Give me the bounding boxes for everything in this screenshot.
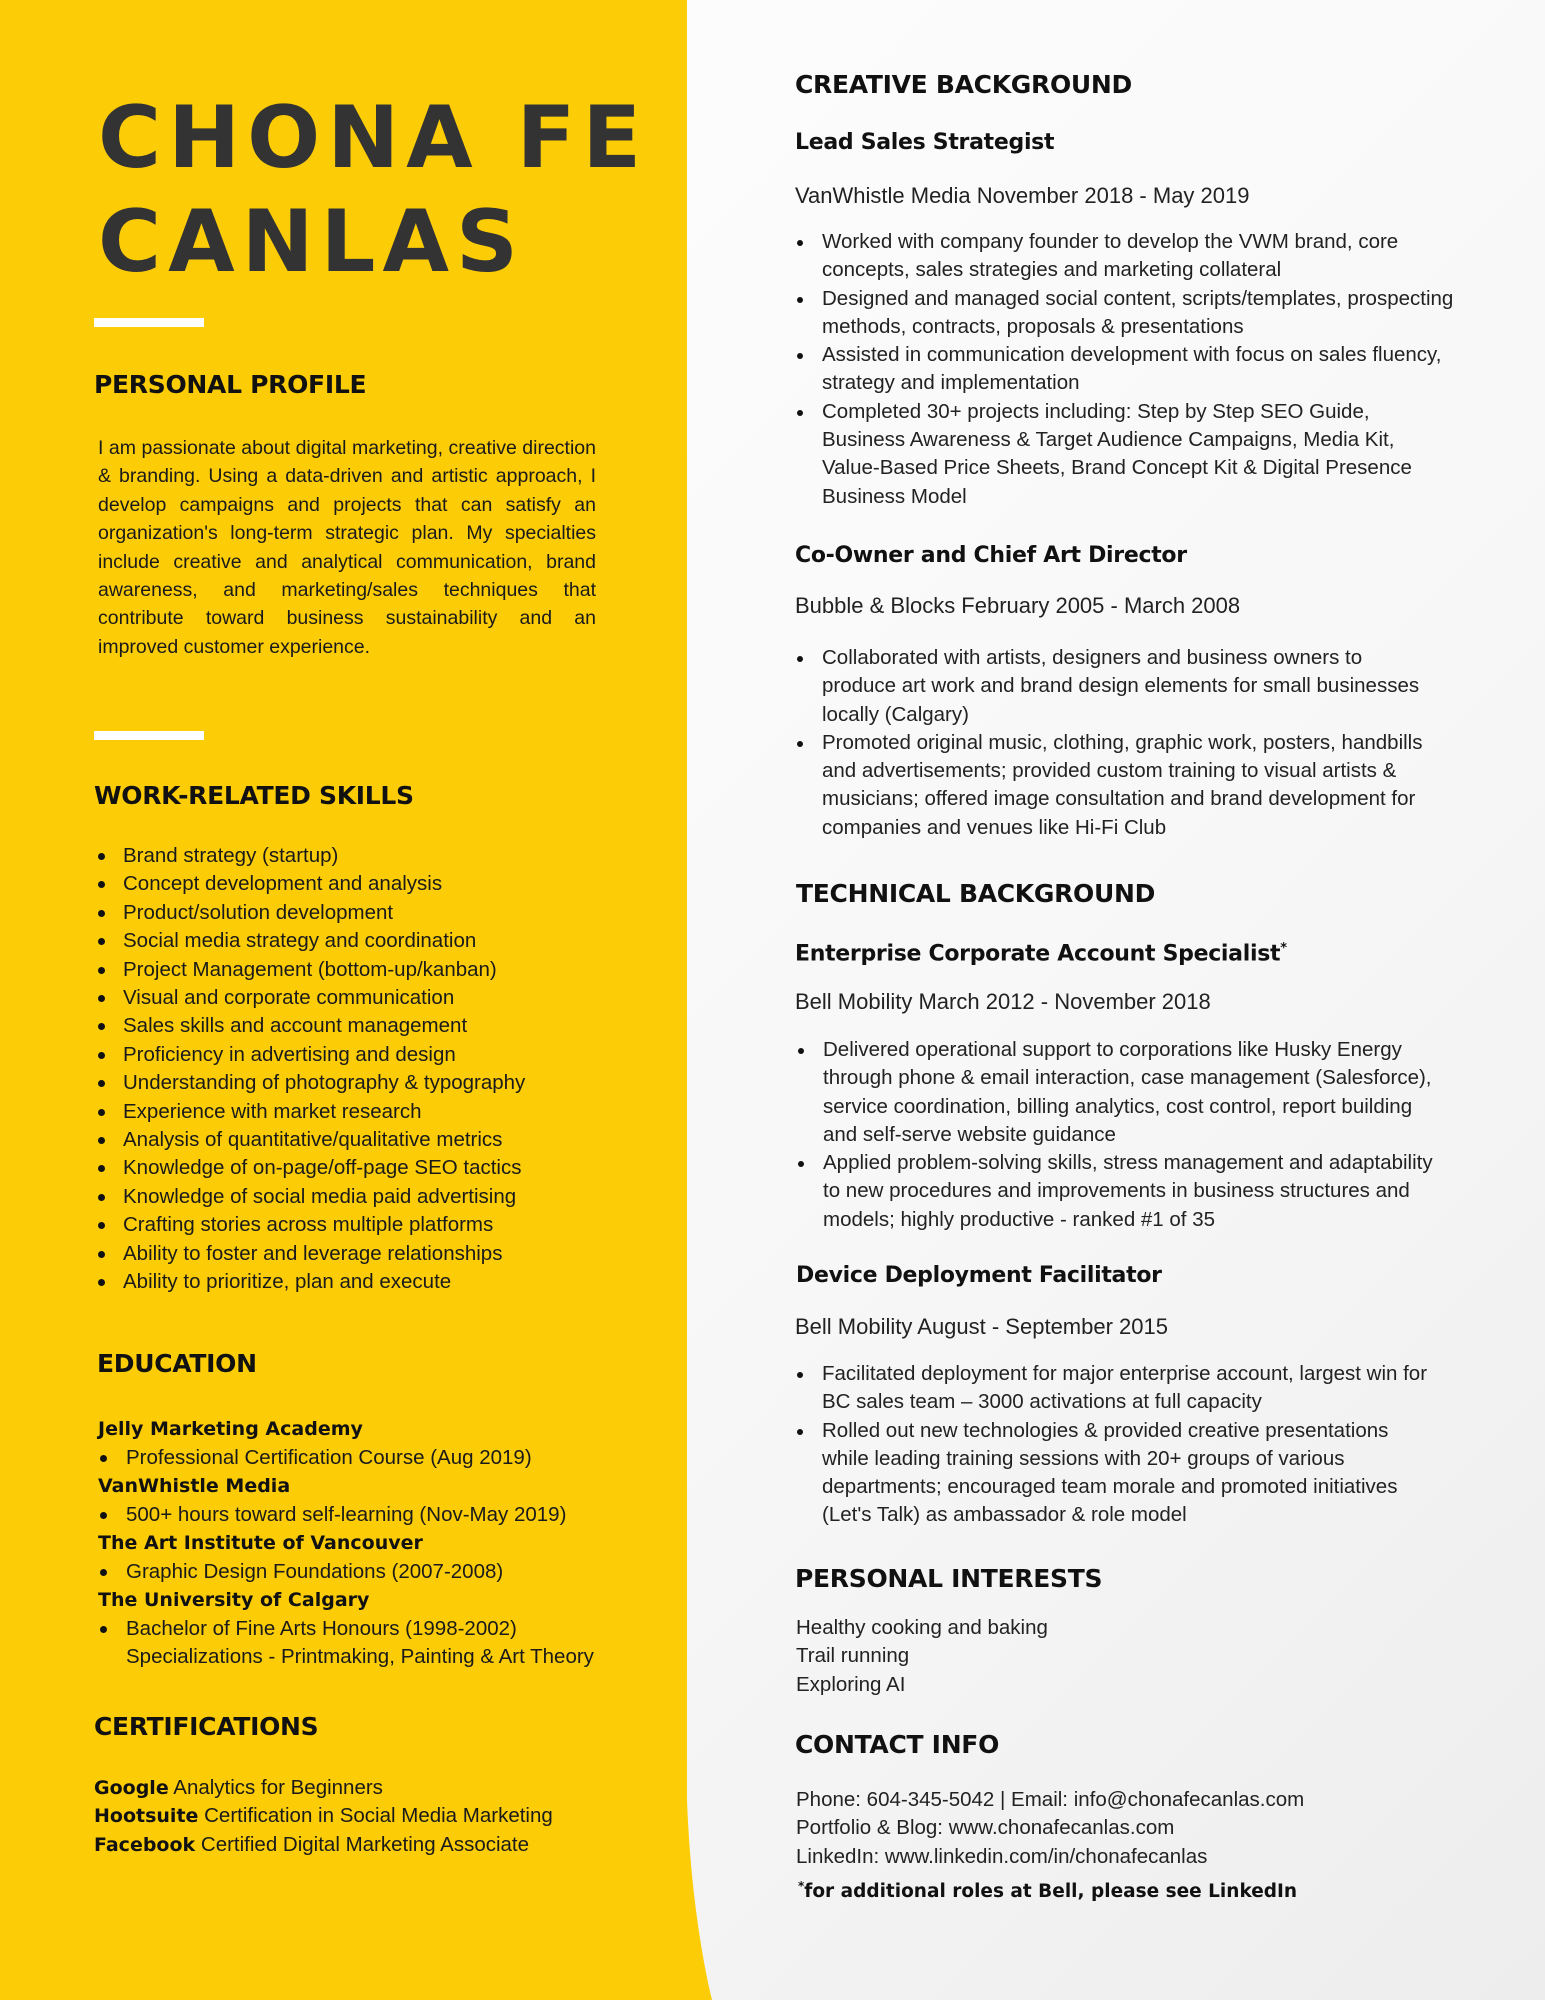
skill-item bbox=[96, 984, 525, 1012]
personal-interests-heading: PERSONAL INTERESTS bbox=[795, 1564, 1103, 1593]
bullet-icon bbox=[797, 410, 803, 416]
job-bullet-item bbox=[795, 285, 1455, 342]
skill-item-text: Concept development and analysis bbox=[123, 872, 443, 896]
job-bullet-item-text: Collaborated with artists, designers and business owners to produce art work and brand design elements for small businesses locally (Calgary) bbox=[822, 646, 1420, 726]
footnote bbox=[798, 1872, 1297, 1906]
contact-line: LinkedIn: www.linkedin.com/in/chonafecanlas bbox=[796, 1844, 1208, 1868]
skill-item bbox=[96, 1069, 525, 1097]
job-title: Co-Owner and Chief Art Director bbox=[795, 543, 1187, 568]
skill-item bbox=[96, 1211, 525, 1239]
certification-org: Google bbox=[94, 1777, 169, 1799]
bullet-icon bbox=[98, 1023, 105, 1030]
education-detail-text: Bachelor of Fine Arts Honours (1998-2002) bbox=[126, 1616, 517, 1640]
skill-item-text: Social media strategy and coordination bbox=[123, 929, 477, 953]
technical-background-heading: TECHNICAL BACKGROUND bbox=[796, 879, 1156, 908]
skill-item bbox=[96, 870, 525, 898]
skill-item bbox=[96, 842, 525, 870]
skill-item-text: Visual and corporate communication bbox=[123, 986, 455, 1010]
job-meta: VanWhistle Media November 2018 - May 2019 bbox=[795, 183, 1250, 208]
personal-profile-text: I am passionate about digital marketing, creative direction & branding. Using a data-driven and artistic approach, I develop campaigns and projects that can satisfy an organization's long-term strategic plan. My specialties include creative and analytical communication, brand awareness, and marketing/sales techniques that contribute toward business sustainability and an improved customer experience. bbox=[98, 437, 596, 658]
job-bullet-item bbox=[795, 644, 1435, 729]
certification-title: Certification in Social Media Marketing bbox=[204, 1804, 553, 1828]
bullet-icon bbox=[797, 297, 803, 303]
job-bullet-item bbox=[795, 228, 1455, 285]
job-bullet-item-text: Delivered operational support to corporations like Husky Energy through phone & email interaction, case management (Salesforce), service coordination, billing analytics, cost control, report building and self-serve website guidance bbox=[823, 1038, 1432, 1146]
bullet-icon bbox=[98, 995, 105, 1002]
bullet-icon bbox=[98, 1052, 105, 1059]
skill-item-text: Analysis of quantitative/qualitative metrics bbox=[123, 1128, 503, 1152]
education-detail bbox=[98, 1615, 698, 1644]
job-bullet-item-text: Designed and managed social content, scripts/templates, prospecting methods, contracts, proposals & presentations bbox=[822, 286, 1454, 338]
skill-item bbox=[96, 1240, 525, 1268]
bullet-icon bbox=[798, 1048, 804, 1054]
certifications-list bbox=[94, 1774, 553, 1859]
education-detail bbox=[98, 1444, 698, 1473]
education-heading: EDUCATION bbox=[97, 1349, 257, 1378]
skill-item bbox=[96, 1012, 525, 1040]
bullet-icon bbox=[100, 1512, 107, 1519]
job-meta: Bell Mobility August - September 2015 bbox=[795, 1314, 1168, 1339]
skill-item bbox=[96, 956, 525, 984]
bullet-icon bbox=[798, 1161, 804, 1167]
education-detail-text: Professional Certification Course (Aug 2019) bbox=[126, 1445, 532, 1469]
bullet-icon bbox=[797, 656, 803, 662]
footnote-mark: * bbox=[1280, 941, 1287, 956]
education-detail bbox=[98, 1501, 698, 1530]
bullet-icon bbox=[797, 240, 803, 246]
footnote-text: for additional roles at Bell, please see LinkedIn bbox=[804, 1881, 1298, 1903]
skills-list bbox=[96, 842, 525, 1297]
skill-item-text: Project Management (bottom-up/kanban) bbox=[123, 957, 497, 981]
certification-item bbox=[94, 1774, 553, 1802]
job-bullets bbox=[795, 644, 1435, 842]
job-bullet-item-text: Applied problem-solving skills, stress management and adaptability to new procedures and improvements in business structures and models; highly productive - ranked #1 of 35 bbox=[823, 1151, 1433, 1231]
job-bullet-item bbox=[795, 341, 1455, 398]
job-bullet-item-text: Rolled out new technologies & provided creative presentations while leading training sessions with 20+ groups of various departments; encouraged team morale and promoted initiatives (Let's Talk) as ambassador & role model bbox=[822, 1418, 1398, 1527]
certifications-heading: CERTIFICATIONS bbox=[94, 1712, 319, 1741]
skill-item bbox=[96, 1268, 525, 1296]
skill-item-text: Experience with market research bbox=[123, 1099, 422, 1123]
skill-item bbox=[96, 899, 525, 927]
education-institution: Jelly Marketing Academy bbox=[98, 1418, 363, 1440]
bullet-icon bbox=[98, 881, 105, 888]
education-institution: VanWhistle Media bbox=[98, 1475, 291, 1497]
job-title bbox=[795, 941, 1287, 966]
bullet-icon bbox=[98, 1194, 105, 1201]
bullet-icon bbox=[100, 1626, 107, 1633]
certification-title: Certified Digital Marketing Associate bbox=[200, 1832, 530, 1856]
job-bullet-item-text: Completed 30+ projects including: Step by Step SEO Guide, Business Awareness & Target Audience Campaigns, Media Kit, Value-Based Price Sheets, Brand Concept Kit & Digital Presence Business Model bbox=[822, 399, 1412, 508]
bullet-icon bbox=[797, 1372, 803, 1378]
job-title: Device Deployment Facilitator bbox=[796, 1263, 1162, 1288]
job-meta: Bubble & Blocks February 2005 - March 2008 bbox=[795, 593, 1241, 618]
job-title: Lead Sales Strategist bbox=[795, 130, 1055, 155]
certification-title: Analytics for Beginners bbox=[173, 1776, 383, 1799]
certification-item bbox=[94, 1831, 553, 1859]
skill-item-text: Knowledge of on-page/off-page SEO tactics bbox=[123, 1156, 522, 1180]
certification-item bbox=[94, 1802, 553, 1830]
skill-item-text: Knowledge of social media paid advertising bbox=[123, 1184, 517, 1208]
personal-profile-heading: PERSONAL PROFILE bbox=[94, 370, 367, 399]
contact-line: Phone: 604-345-5042 | Email: info@chonafecanlas.com bbox=[796, 1788, 1305, 1811]
job-bullet-item bbox=[796, 1036, 1436, 1149]
bullet-icon bbox=[98, 1165, 105, 1172]
accent-divider bbox=[94, 731, 204, 740]
skill-item-text: Proficiency in advertising and design bbox=[123, 1042, 456, 1066]
bullet-icon bbox=[797, 741, 803, 747]
skill-item-text: Sales skills and account management bbox=[123, 1014, 468, 1038]
bullet-icon bbox=[98, 1109, 105, 1116]
job-bullet-item-text: Assisted in communication development with focus on sales fluency, strategy and implementation bbox=[822, 343, 1442, 395]
skill-item-text: Ability to prioritize, plan and execute bbox=[123, 1270, 452, 1294]
bullet-icon bbox=[797, 1429, 803, 1435]
bullet-icon bbox=[98, 910, 105, 917]
name-line-1: CHONA FE bbox=[98, 88, 649, 188]
job-bullets bbox=[796, 1036, 1436, 1234]
skill-item bbox=[96, 927, 525, 955]
education-detail-text: 500+ hours toward self-learning (Nov-May 2019) bbox=[126, 1502, 567, 1526]
name-line-2: CANLAS bbox=[98, 192, 525, 292]
job-bullet-item bbox=[796, 1149, 1436, 1234]
accent-divider bbox=[94, 318, 204, 327]
contact-info-heading: CONTACT INFO bbox=[795, 1730, 1000, 1759]
bullet-icon bbox=[797, 353, 803, 359]
job-bullet-item-text: Facilitated deployment for major enterprise account, largest win for BC sales team – 3000 activations at full capacity bbox=[822, 1362, 1428, 1414]
interest-item: Exploring AI bbox=[796, 1672, 906, 1696]
job-bullet-item-text: Promoted original music, clothing, graphic work, posters, handbills and advertisements; provided custom training to visual artists & musicians; offered image consultation and brand development for companies and venues like Hi-Fi Club bbox=[822, 730, 1423, 839]
skill-item-text: Product/solution development bbox=[123, 900, 394, 924]
skill-item bbox=[96, 1126, 525, 1154]
contact-line: Portfolio & Blog: www.chonafecanlas.com bbox=[796, 1816, 1175, 1840]
candidate-name bbox=[98, 86, 648, 294]
education-detail-continued: Specializations - Printmaking, Painting & Art Theory bbox=[126, 1645, 594, 1668]
interest-item: Trail running bbox=[796, 1644, 910, 1668]
education-institution: The Art Institute of Vancouver bbox=[98, 1532, 423, 1554]
skill-item bbox=[96, 1098, 525, 1126]
bullet-icon bbox=[98, 938, 105, 945]
skill-item-text: Ability to foster and leverage relationships bbox=[123, 1241, 503, 1265]
bullet-icon bbox=[98, 853, 105, 860]
education-detail-text: Graphic Design Foundations (2007-2008) bbox=[126, 1559, 504, 1583]
creative-background-heading: CREATIVE BACKGROUND bbox=[795, 70, 1132, 99]
skills-heading: WORK-RELATED SKILLS bbox=[94, 781, 414, 810]
interests-list bbox=[796, 1614, 1048, 1699]
bullet-icon bbox=[98, 1251, 105, 1258]
skill-item bbox=[96, 1041, 525, 1069]
skill-item-text: Crafting stories across multiple platforms bbox=[123, 1213, 494, 1237]
contact-info bbox=[796, 1786, 1304, 1871]
job-meta: Bell Mobility March 2012 - November 2018 bbox=[795, 989, 1211, 1014]
bullet-icon bbox=[98, 967, 105, 974]
job-bullets bbox=[795, 228, 1455, 511]
footnote-mark: * bbox=[798, 1879, 805, 1893]
job-bullet-item bbox=[795, 1360, 1435, 1417]
certification-org: Hootsuite bbox=[94, 1805, 199, 1828]
job-title-text: Enterprise Corporate Account Specialist bbox=[795, 941, 1281, 967]
bullet-icon bbox=[100, 1569, 107, 1576]
education-institution: The University of Calgary bbox=[98, 1589, 370, 1611]
interest-item: Healthy cooking and baking bbox=[796, 1616, 1048, 1639]
job-bullet-item bbox=[795, 729, 1435, 842]
education-detail bbox=[98, 1558, 698, 1587]
job-bullet-item bbox=[795, 398, 1455, 511]
skill-item bbox=[96, 1183, 525, 1211]
education-list bbox=[98, 1415, 698, 1672]
bullet-icon bbox=[98, 1222, 105, 1229]
skill-item-text: Understanding of photography & typography bbox=[123, 1071, 526, 1095]
job-bullets bbox=[795, 1360, 1435, 1530]
skill-item bbox=[96, 1154, 525, 1182]
skill-item-text: Brand strategy (startup) bbox=[123, 844, 339, 867]
bullet-icon bbox=[100, 1455, 107, 1462]
job-bullet-item-text: Worked with company founder to develop the VWM brand, core concepts, sales strategies and marketing collateral bbox=[822, 230, 1399, 282]
bullet-icon bbox=[98, 1137, 105, 1144]
certification-org: Facebook bbox=[94, 1833, 196, 1856]
bullet-icon bbox=[98, 1080, 105, 1087]
bullet-icon bbox=[98, 1279, 105, 1286]
job-bullet-item bbox=[795, 1417, 1435, 1530]
